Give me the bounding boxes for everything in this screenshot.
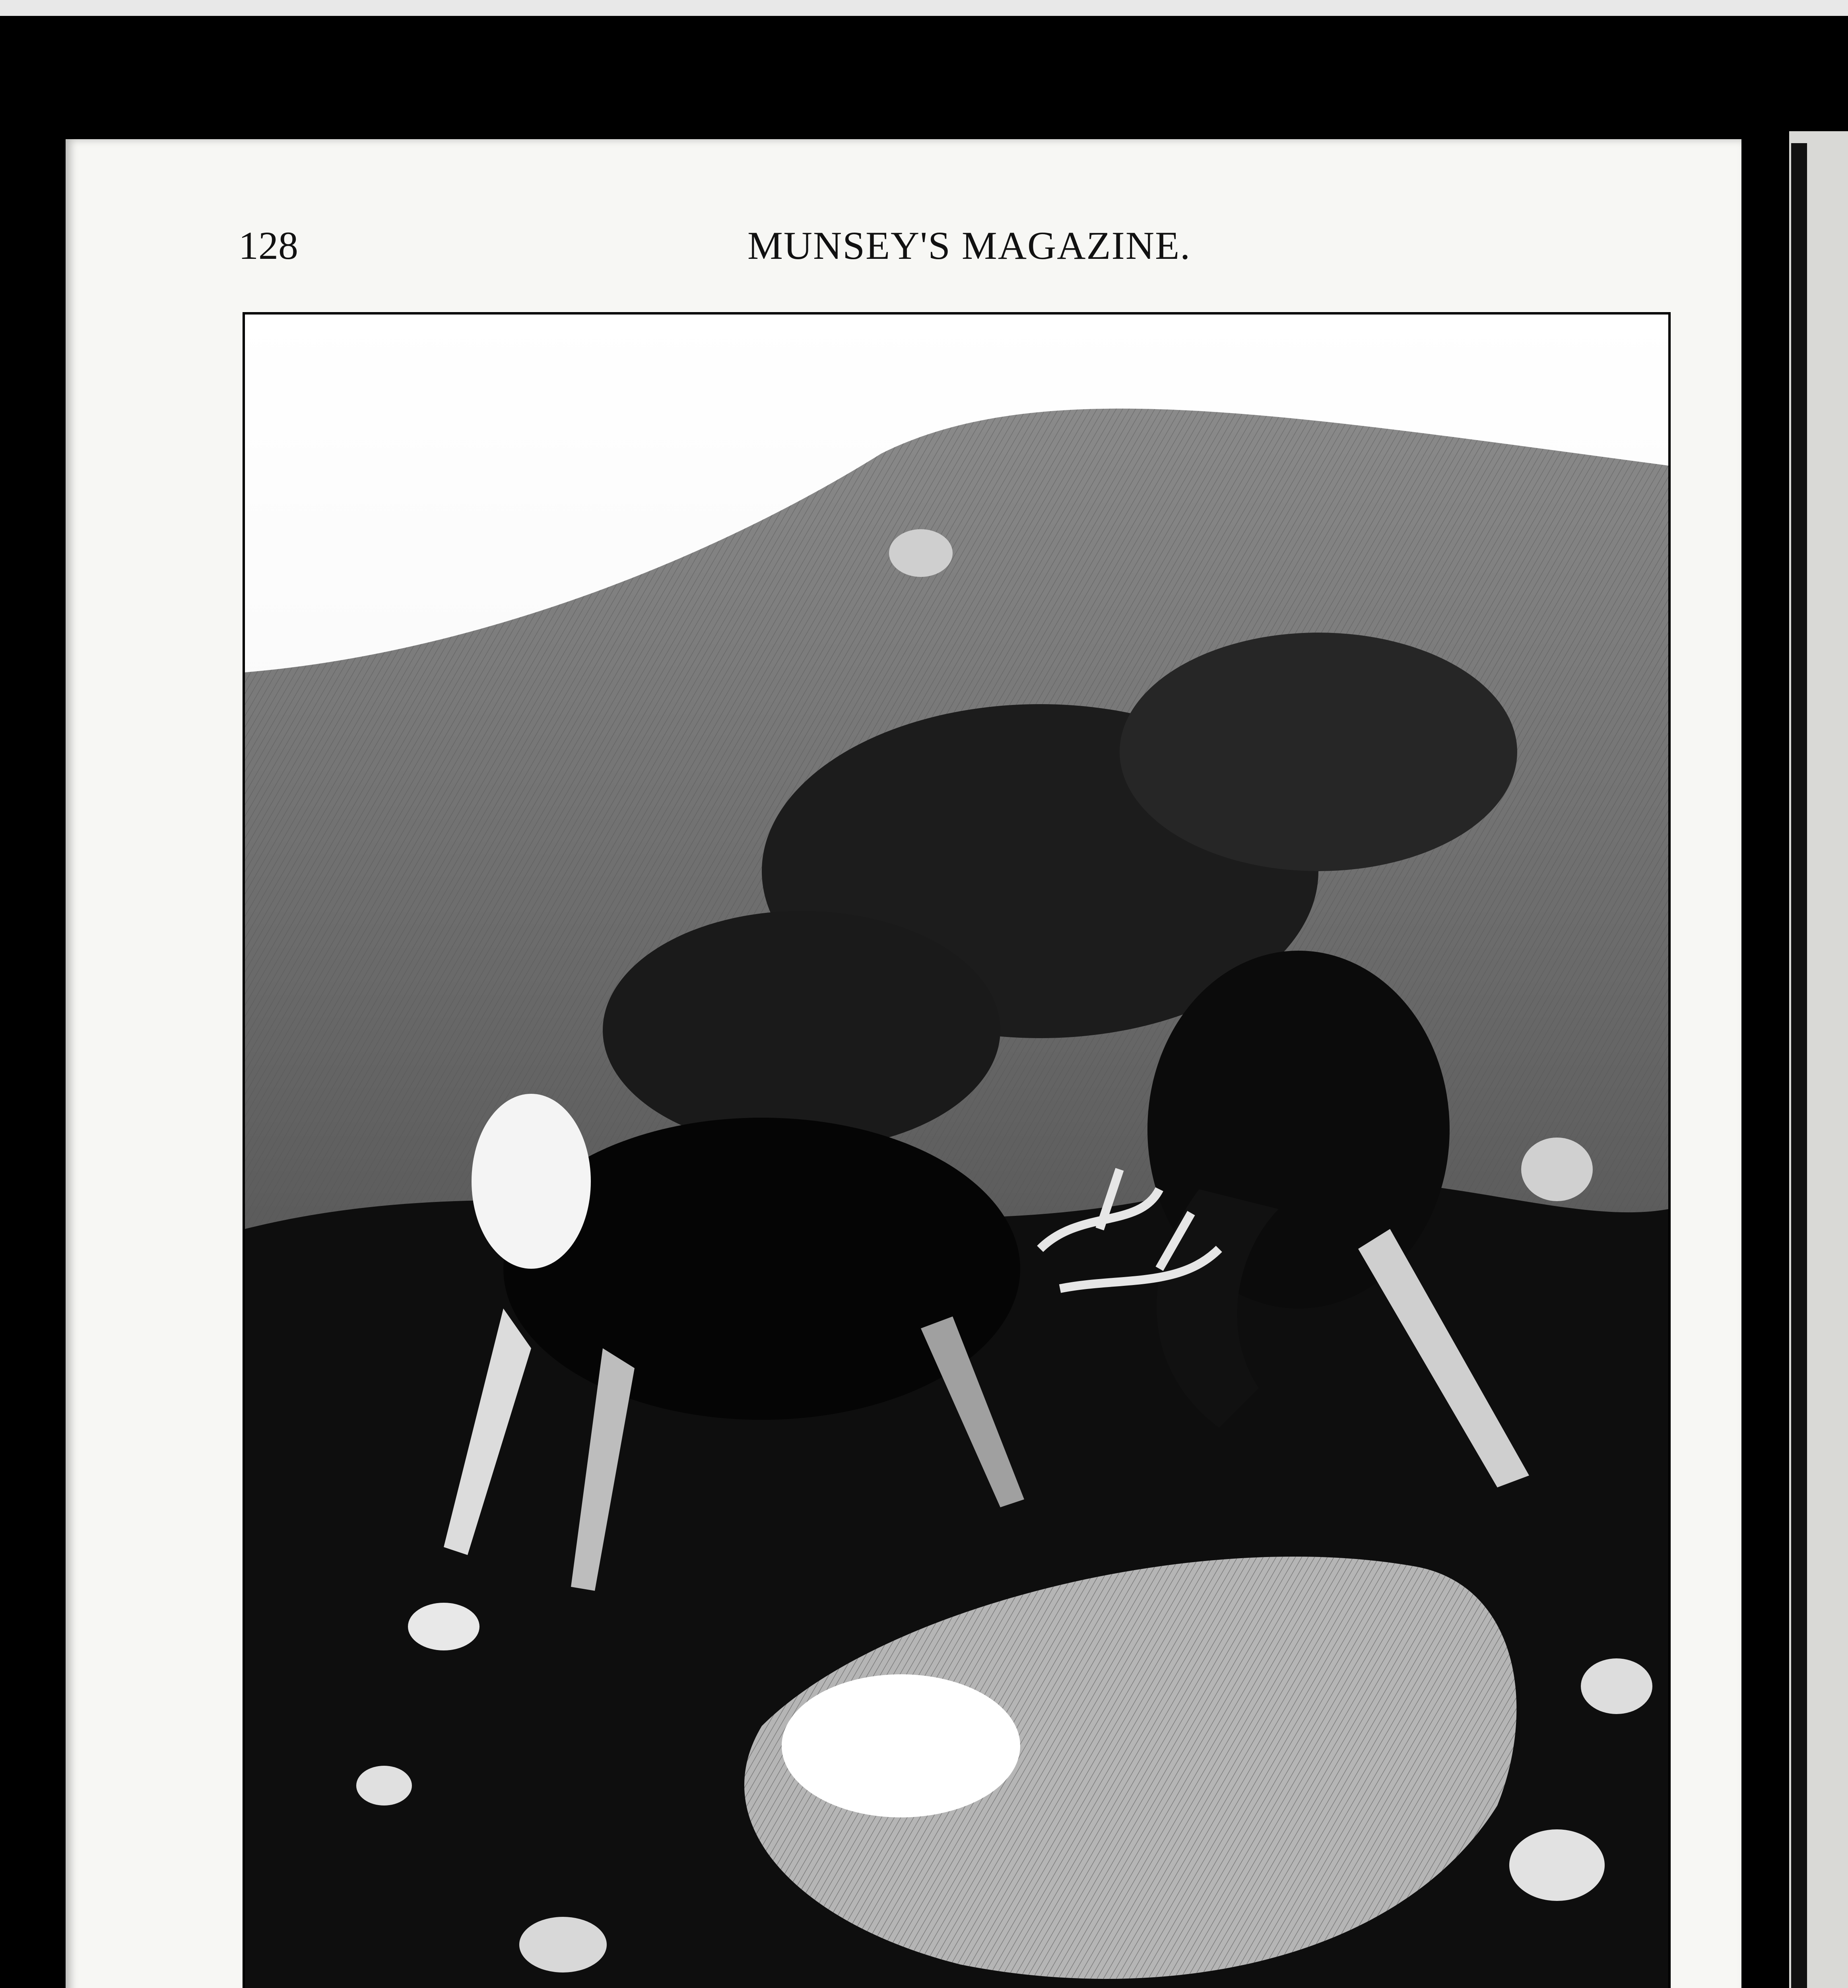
deer-engraving-image [245, 315, 1668, 1988]
page-header [239, 223, 1654, 270]
deer-fight-illustration [243, 312, 1671, 1988]
book-spine-shadow [1791, 143, 1807, 1988]
adjacent-page-strip [0, 0, 1848, 16]
running-title: MUNSEY'S MAGAZINE. [747, 223, 1191, 268]
page-number: 128 [239, 223, 298, 268]
